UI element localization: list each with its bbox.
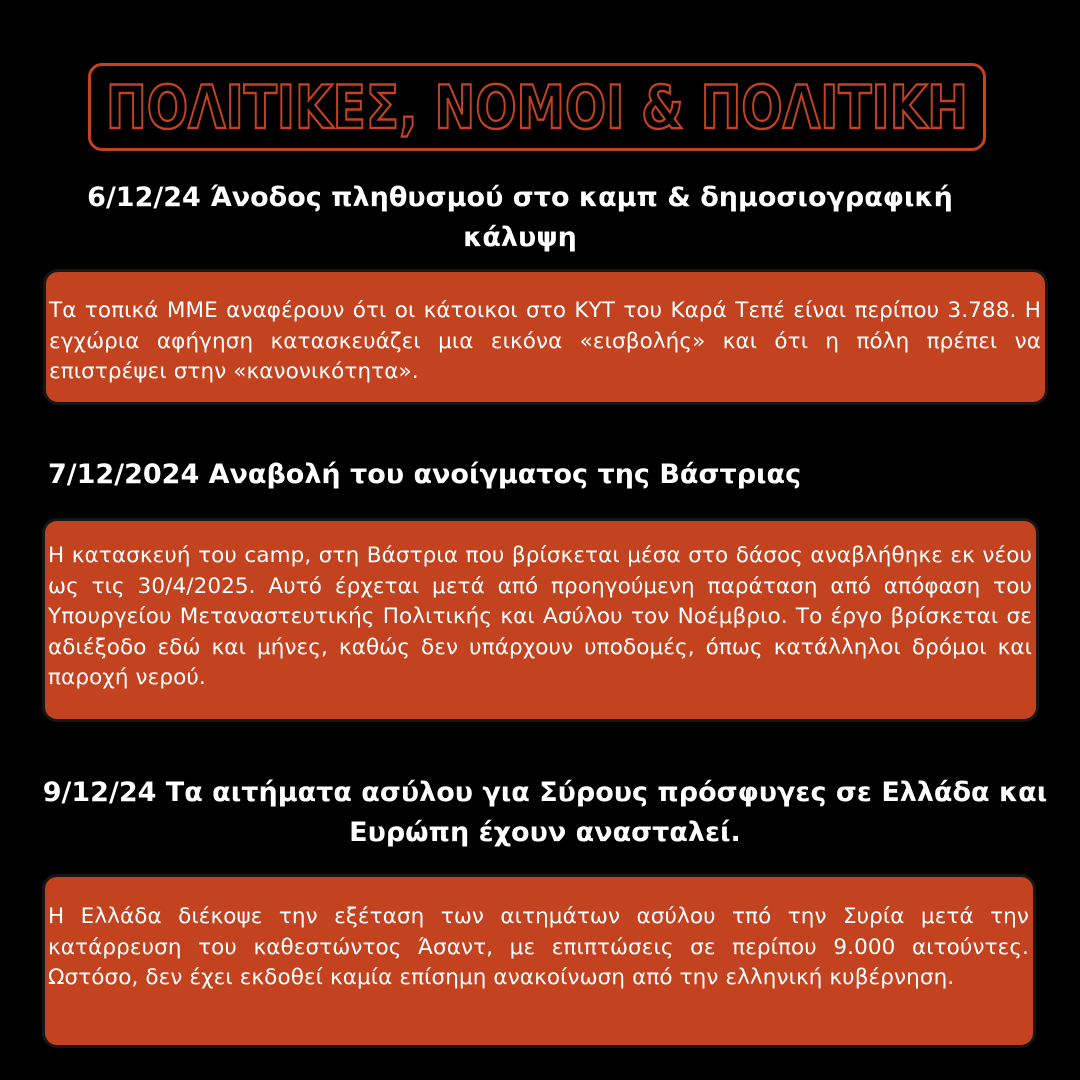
- section-body-population: Τα τοπικά ΜΜΕ αναφέρουν ότι οι κάτοικοι στο ΚΥΤ του Καρά Τεπέ είναι περίπου 3.788. Η εγχώρια αφήγηση κατασκευάζει μια εικόνα «εισβολής» και ότι η πόλη πρέπει να επιστρέψει στην «κανονικότητα».: [49, 298, 1041, 384]
- section-heading-vastria: 7/12/2024 Αναβολή του ανοίγματος της Βάστριας: [48, 459, 802, 490]
- section-body-vastria: Η κατασκευή του camp, στη Βάστρια που βρίσκεται μέσα στο δάσος αναβλήθηκε εκ νέου ως τις 30/4/2025. Αυτό έρχεται μετά από προηγούμενη παράταση από απόφαση του Υπουργείου Μεταναστευτικής Πολιτικής και Ασύλου τον Νοέμβριο. Το έργο βρίσκεται σε αδιέξοδο εδώ και μήνες, καθώς δεν υπάρχουν υποδομές, όπως κατάλληλοι δρόμοι και παροχή νερού.: [48, 543, 1032, 690]
- section-card-population: [46, 272, 1045, 402]
- section-body-asylum: Η Ελλάδα διέκοψε την εξέταση των αιτημάτων ασύλου τπό την Συρία μετά την κατάρρευση του καθεστώντος Άσαντ, με επιπτώσεις σε περίπου 9.000 αιτούντες. Ωστόσο, δεν έχει εκδοθεί καμία επίσημη ανακοίνωση από την ελληνική κυβέρνηση.: [48, 904, 1029, 990]
- page-title: ΠΟΛΙΤΙΚΕΣ, ΝΟΜΟΙ & ΠΟΛΙΤΙΚΗ: [106, 73, 968, 143]
- section-heading-asylum: 9/12/24 Τα αιτήματα ασύλου για Σύρους πρόσφυγες σε Ελλάδα και Ευρώπη έχουν ανασταλεί.: [42, 777, 1048, 848]
- section-heading-population: 6/12/24 Άνοδος πληθυσμού στο καμπ & δημοσιογραφική κάλυψη: [87, 182, 953, 253]
- section-card-vastria: [45, 521, 1036, 719]
- title-outline-text: [91, 66, 983, 148]
- title-banner: [88, 63, 986, 151]
- section-card-asylum: [45, 877, 1033, 1045]
